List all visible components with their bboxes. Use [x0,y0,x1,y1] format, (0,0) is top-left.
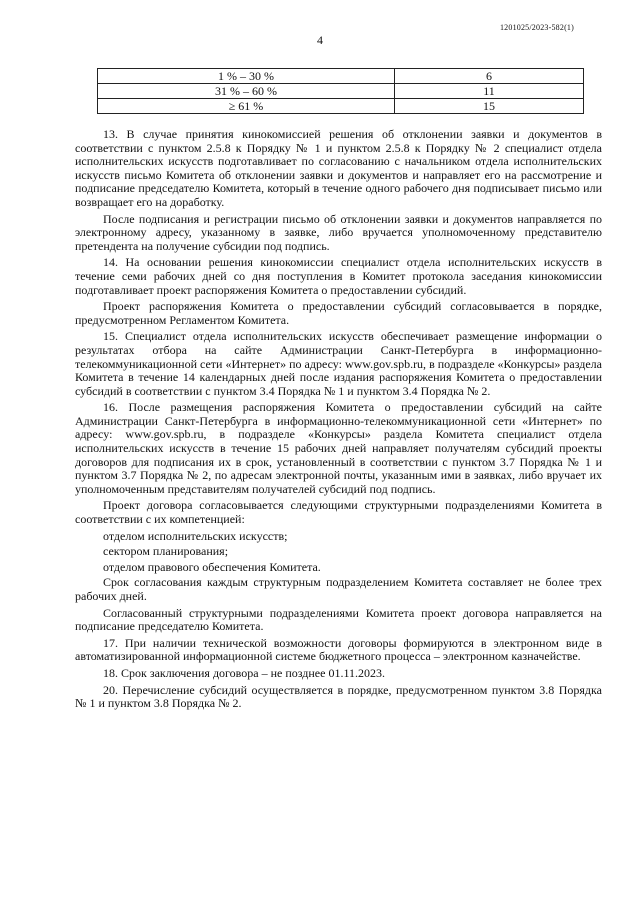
document-registration-number: 1201025/2023-582(1) [499,23,574,32]
paragraph-15: 15. Специалист отдела исполнительских искусств обеспечивает размещение информации о результатах отбора на сайте Администрации Санкт-Петербурга в информационно-телекоммуникационной сети «Интернет» по адресу: www.gov.spb.ru, в подразделе «Конкурсы» раздела Комитета в течение 14 календарных дней после издания распоряжения Комитета о предоставлении субсидий в соответствии с пунктом 3.4 Порядка № 1 и пунктом 3.4 Порядка № 2. [75,329,602,398]
paragraph-13: 13. В случае принятия кинокомиссией решения об отклонении заявки и документов в соответствии с пунктом 2.5.8 к Порядку № 1 и пунктом 2.5.8 к Порядку № 2 специалист отдела исполнительских искусств подготавливает по согласованию с начальником отдела исполнительских искусств письмо Комитета об отклонении заявки и документов и направляет его на рассмотрение и подписание председателю Комитета, который в течение одного рабочего дня подписывает письмо или возвращает его на доработку. [75,127,602,209]
paragraph-signing: Согласованный структурными подразделениями Комитета проект договора направляется на подписание председателю Комитета. [75,605,602,634]
paragraph-18: 18. Срок заключения договора – не позднее 01.11.2023. [103,665,386,680]
score-table [97,68,584,114]
table-cell-range: 1 % – 30 % [98,69,395,84]
paragraph-16-approval: Проект договора согласовывается следующими структурными подразделениями Комитета в соответствии с их компетенцией: [75,498,602,527]
paragraph-17: 17. При наличии технической возможности договоры формируются в электронном виде в автоматизированной информационной системе бюджетного процесса – электронном казначействе. [75,635,602,664]
table-row [98,84,584,99]
table-cell-score: 11 [395,84,584,99]
paragraph-14: 14. На основании решения кинокомиссии специалист отдела исполнительских искусств в течение семи рабочих дней со дня поступления в Комитет протокола заседания кинокомиссии подготавливает проект распоряжения Комитета о предоставлении субсидий. [75,255,602,297]
page-number: 4 [317,33,323,47]
list-item: отделом исполнительских искусств; [103,528,288,543]
list-item: сектором планирования; [103,544,229,559]
table-cell-range: ≥ 61 % [98,99,395,114]
table-row [98,69,584,84]
table-row [98,99,584,114]
paragraph-14-continued: Проект распоряжения Комитета о предоставлении субсидий согласовывается в порядке, предусмотренном Регламентом Комитета. [75,299,602,327]
table-cell-score: 15 [395,99,584,114]
document-body [75,128,602,714]
paragraph-approval-term: Срок согласования каждым структурным подразделением Комитета составляет не более трех рабочих дней. [75,575,602,603]
table-cell-score: 6 [395,69,584,84]
paragraph-16: 16. После размещения распоряжения Комитета о предоставлении субсидий на сайте Администрации Санкт-Петербурга в информационно-телекоммуникационной сети «Интернет» по адресу: www.gov.spb.ru, в подразделе «Конкурсы» раздела Комитета специалист отдела исполнительских искусств в течение 15 рабочих дней направляет получателям субсидий проекты договоров для подписания их в срок, установленный в соответствии с пунктом 3.7 Порядка № 1 и пунктом 3.7 Порядка № 2, по адресам электронной почты, указанным ими в заявках, либо вручает их уполномоченным представителям получателей субсидий под подпись. [75,400,602,496]
paragraph-20: 20. Перечисление субсидий осуществляется в порядке, предусмотренном пунктом 3.8 Порядка № 1 и пунктом 3.8 Порядка № 2. [75,682,602,711]
table-cell-range: 31 % – 60 % [98,84,395,99]
paragraph-13-continued: После подписания и регистрации письмо об отклонении заявки и документов направляется по электронному адресу, указанному в заявке, либо вручается уполномоченному представителю претендента на получение субсидии под подпись. [75,211,602,253]
list-item: отделом правового обеспечения Комитета. [103,559,321,574]
